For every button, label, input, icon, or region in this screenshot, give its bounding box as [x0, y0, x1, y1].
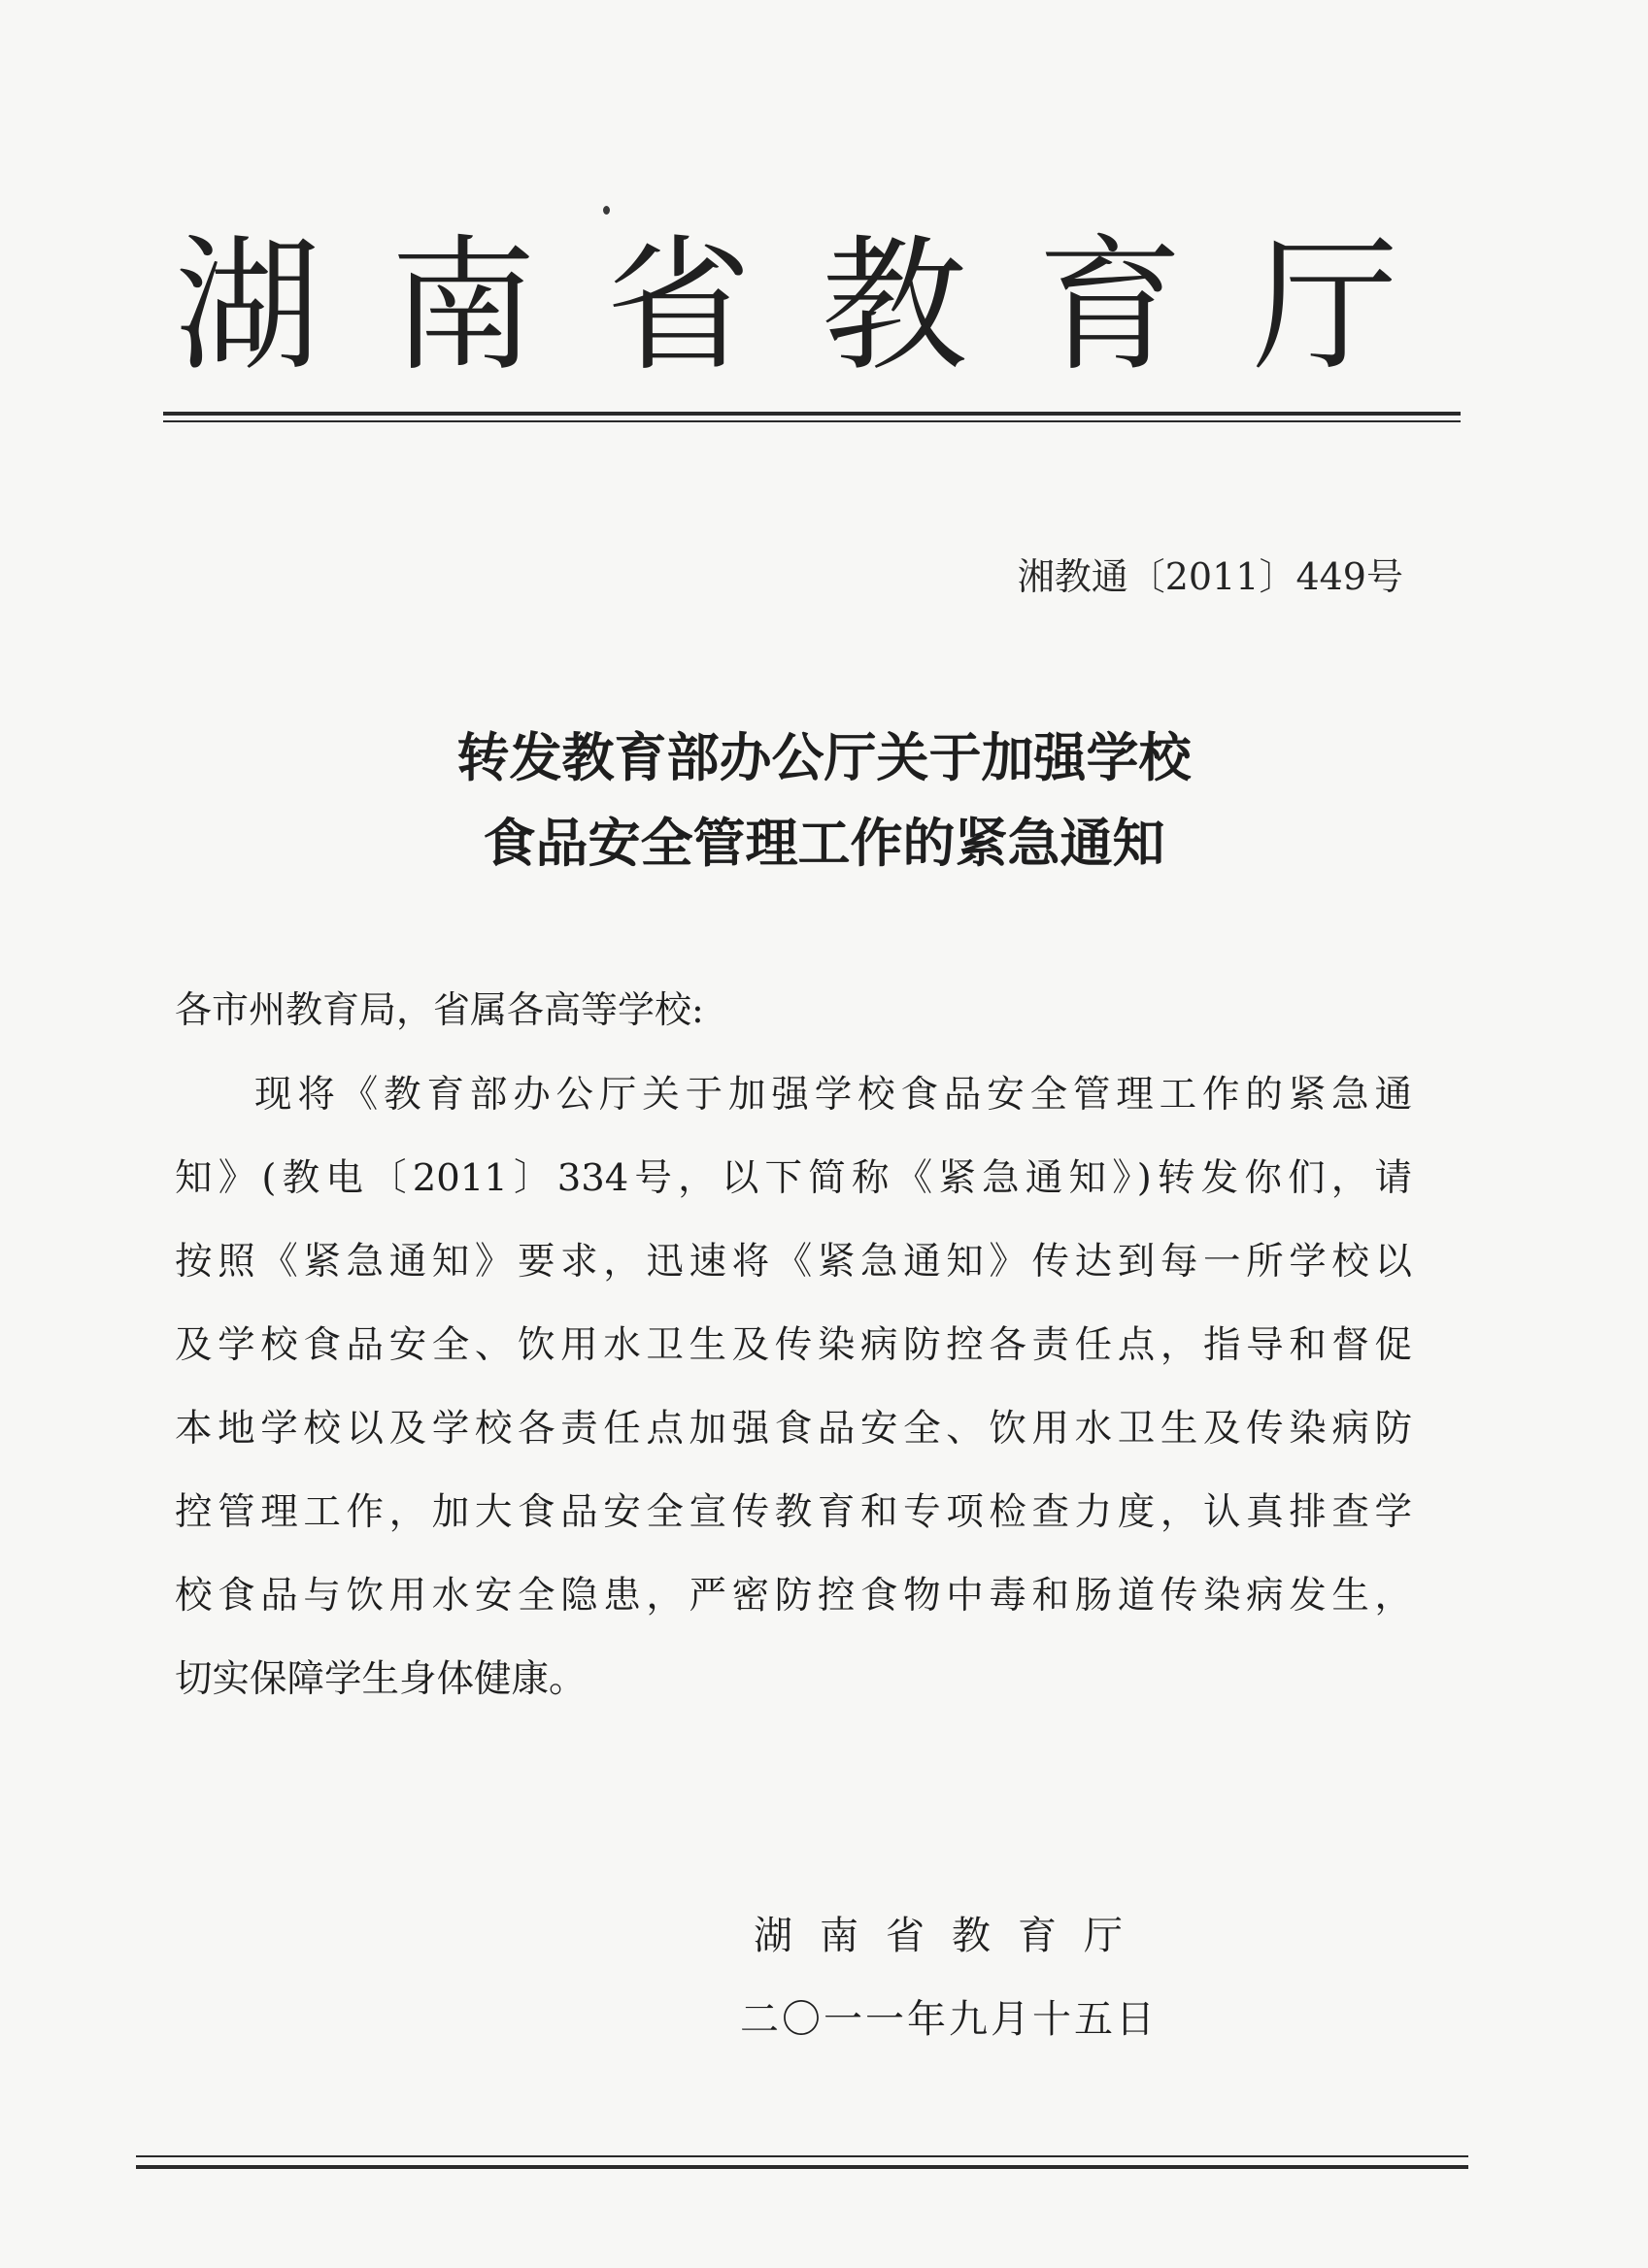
signature-char: 育 — [1018, 1914, 1057, 1958]
footer-rule-top — [136, 2155, 1468, 2157]
signature-char: 湖 — [754, 1914, 792, 1958]
body-line-6: 控管理工作，加大食品安全宣传教育和专项检查力度，认真排查学 — [175, 1490, 1412, 1534]
scan-speck — [603, 206, 610, 215]
document-title-line-1: 转发教育部办公厅关于加强学校 — [456, 727, 1192, 788]
letterhead-char: 南 — [390, 222, 537, 391]
signature-char: 南 — [820, 1914, 858, 1958]
body-line-2: 知》(教电〔2011〕334号，以下简称《紧急通知》)转发你们，请 — [175, 1156, 1412, 1200]
signature-char: 省 — [886, 1914, 925, 1958]
document-title-line-2: 食品安全管理工作的紧急通知 — [483, 813, 1165, 874]
document-number: 湘教通〔2011〕449号 — [1017, 555, 1403, 598]
letterhead-char: 湖 — [175, 222, 321, 391]
letterhead-title — [175, 222, 1399, 391]
signature-organization — [754, 1909, 1123, 1963]
footer-rule-bottom — [136, 2165, 1468, 2169]
letterhead-rule-bottom — [163, 420, 1461, 422]
signature-date: 二〇一一年九月十五日 — [740, 1997, 1158, 2042]
letterhead-char: 教 — [822, 222, 968, 391]
body-line-7: 校食品与饮用水安全隐患，严密防控食物中毒和肠道传染病发生， — [175, 1574, 1412, 1618]
signature-char: 教 — [952, 1914, 991, 1958]
body-line-8: 切实保障学生身体健康。 — [175, 1657, 587, 1701]
body-line-3: 按照《紧急通知》要求，迅速将《紧急通知》传达到每一所学校以 — [175, 1240, 1412, 1284]
body-line-4: 及学校食品安全、饮用水卫生及传染病防控各责任点，指导和督促 — [175, 1323, 1412, 1367]
letterhead-char: 省 — [606, 222, 753, 391]
letterhead-rule-top — [163, 412, 1461, 416]
body-line-5: 本地学校以及学校各责任点加强食品安全、饮用水卫生及传染病防 — [175, 1407, 1412, 1451]
letterhead-char: 育 — [1037, 222, 1184, 391]
salutation: 各市州教育局，省属各高等学校: — [175, 988, 704, 1031]
signature-char: 厅 — [1084, 1914, 1123, 1958]
letterhead-char: 厅 — [1253, 222, 1399, 391]
body-line-1: 现将《教育部办公厅关于加强学校食品安全管理工作的紧急通 — [254, 1073, 1412, 1117]
